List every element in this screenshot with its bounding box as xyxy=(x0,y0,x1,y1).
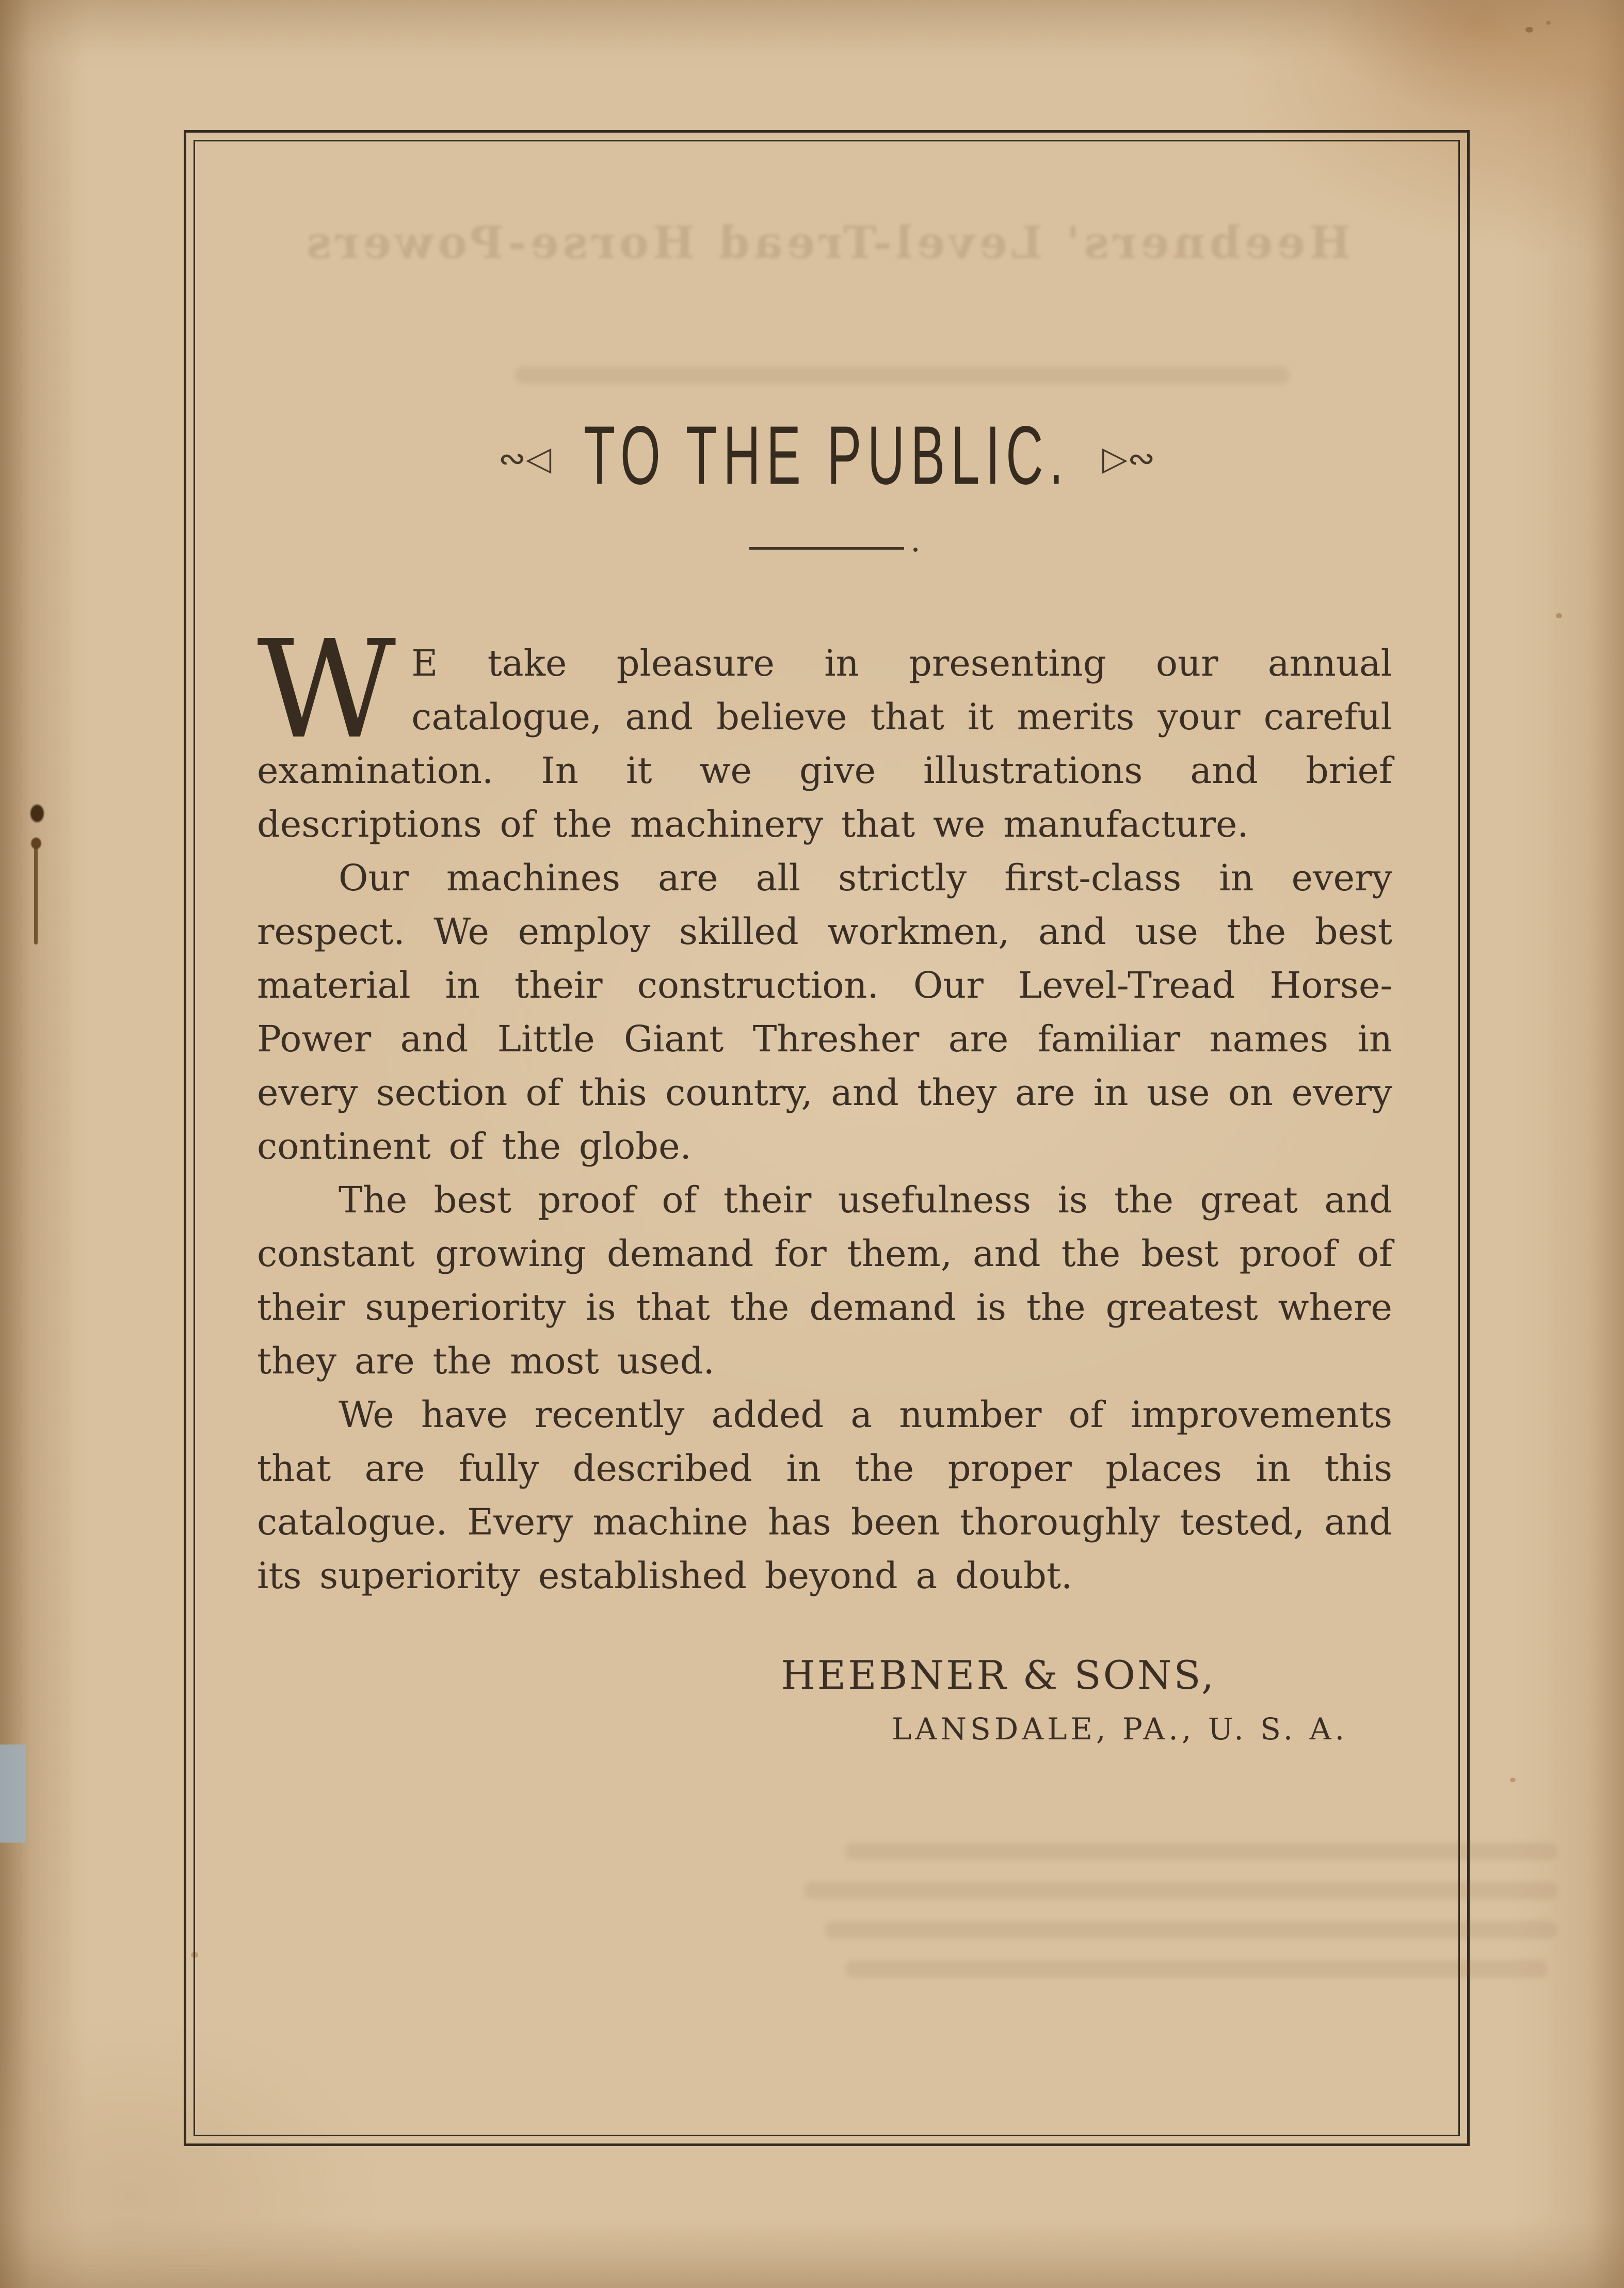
blue-edge-stain xyxy=(0,1745,26,1843)
inner-border-rule xyxy=(194,140,1460,2136)
divider-dot xyxy=(913,548,918,552)
show-through-line xyxy=(845,1843,1557,1860)
show-through-line xyxy=(515,366,1289,384)
foxing-spot xyxy=(1525,27,1533,33)
title-divider-rule xyxy=(749,547,904,550)
opening-paragraph xyxy=(257,611,1392,851)
page-title-text: TO THE PUBLIC. xyxy=(584,409,1070,502)
binding-thread xyxy=(34,846,38,945)
show-through-line xyxy=(804,1882,1557,1899)
page-title xyxy=(195,409,1458,502)
outer-border-rule xyxy=(184,130,1470,2146)
signature-location: LANSDALE, PA., U. S. A. xyxy=(891,1711,1348,1747)
paragraph: Our machines are all strictly first-class in every respect. We employ skilled workmen, and use the best material in their construction. Our Level-Tread Horse-Power and Little Giant Thresher are familiar names in every section of this country, and they are in use on every continent of the globe. xyxy=(257,857,1392,1167)
show-through-line xyxy=(845,1960,1547,1978)
right-pointer-ornament-icon: ▷∾ xyxy=(1102,440,1155,478)
paragraph: The best proof of their usefulness is the great and constant growing demand for them, and the best proof of their superiority is that the demand is the greatest where they are the most used. xyxy=(257,1179,1392,1382)
foxing-spot xyxy=(1510,1778,1516,1782)
show-through-text: Heebners' Level-Tread Horse-Powers xyxy=(302,217,1352,269)
body-text xyxy=(195,611,1458,1603)
foxing-spot xyxy=(1546,21,1551,25)
opening-paragraph-text: E take pleasure in presenting our annual catalogue, and believe that it merits your careful examination. In it we give illustrations and brief descriptions of the machinery that we manufacture. xyxy=(257,642,1392,845)
paragraph: We have recently added a number of improvements that are fully described in the proper places in this catalogue. Every machine has been thoroughly tested, and its superiority established beyond a doubt. xyxy=(257,1394,1392,1597)
left-pointer-ornament-icon: ∾◁ xyxy=(498,440,552,478)
signature-name: HEEBNER & SONS, xyxy=(781,1652,1216,1698)
drop-cap: W xyxy=(257,611,396,769)
show-through-line xyxy=(825,1921,1557,1939)
foxing-spot xyxy=(1556,613,1562,618)
binding-thread-stain xyxy=(22,799,52,861)
